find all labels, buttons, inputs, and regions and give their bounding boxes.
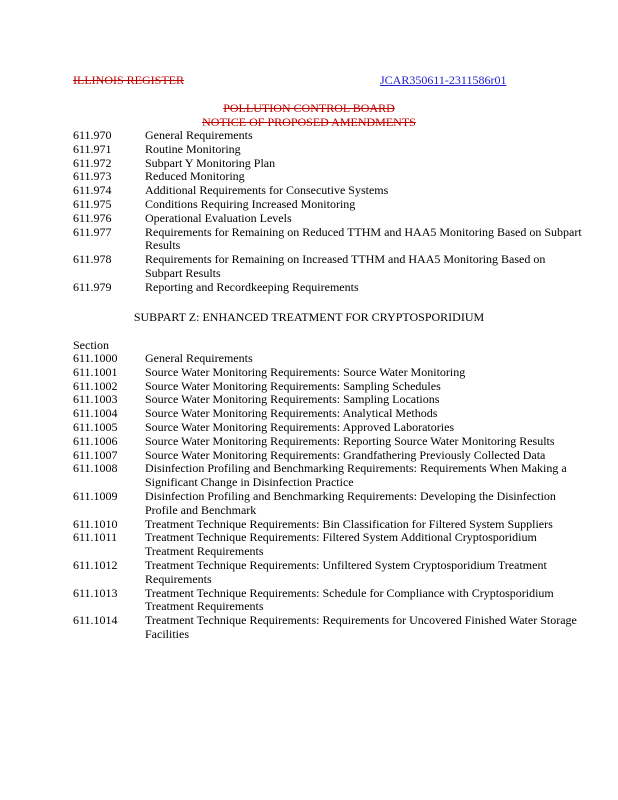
section-title: Conditions Requiring Increased Monitoring bbox=[145, 196, 356, 211]
section-number: 611.975 bbox=[73, 196, 112, 211]
section-title: Operational Evaluation Levels bbox=[145, 210, 292, 225]
section-title: Subpart Y Monitoring Plan bbox=[145, 155, 276, 170]
section-number: 611.977 bbox=[73, 224, 112, 239]
section-title: Reduced Monitoring bbox=[145, 169, 245, 184]
section-number: 611.1010 bbox=[73, 516, 118, 531]
section-list-z bbox=[73, 352, 583, 642]
section-title: Source Water Monitoring Requirements: Approved Laboratories bbox=[145, 419, 455, 434]
section-title: Source Water Monitoring Requirements: Source Water Monitoring bbox=[145, 364, 466, 379]
section-title: Treatment Technique Requirements: Requirements for Uncovered Finished Water Storage Facilities bbox=[145, 613, 577, 641]
list-item bbox=[73, 253, 583, 281]
list-item bbox=[73, 421, 583, 435]
list-item bbox=[73, 490, 583, 518]
section-number: 611.1007 bbox=[73, 447, 118, 462]
list-item bbox=[73, 462, 583, 490]
section-column-label: Section bbox=[73, 338, 109, 352]
section-number: 611.974 bbox=[73, 183, 112, 198]
list-item bbox=[73, 614, 583, 642]
section-number: 611.976 bbox=[73, 210, 112, 225]
subpart-heading: SUBPART Z: ENHANCED TREATMENT FOR CRYPTOSPORIDIUM bbox=[133, 310, 485, 324]
section-title: Treatment Technique Requirements: Filtered System Additional Cryptosporidium Treatment Requirements bbox=[145, 530, 537, 559]
section-number: 611.978 bbox=[73, 252, 112, 267]
list-item bbox=[73, 518, 583, 532]
section-title: General Requirements bbox=[145, 351, 253, 365]
section-number: 611.1000 bbox=[73, 351, 118, 365]
section-number: 611.979 bbox=[73, 279, 112, 294]
register-header: ILLINOIS REGISTER bbox=[73, 73, 184, 87]
section-title: Requirements for Remaining on Increased TTHM and HAA5 Monitoring Based on Subpart Results bbox=[145, 252, 546, 280]
section-title: Source Water Monitoring Requirements: Sampling Locations bbox=[145, 392, 440, 407]
section-title: Disinfection Profiling and Benchmarking Requirements: Requirements When Making a Significant Change in Disinfection Practice bbox=[145, 461, 567, 490]
list-item bbox=[73, 366, 583, 380]
list-item bbox=[73, 170, 583, 184]
agency-title: POLLUTION CONTROL BOARD bbox=[223, 101, 395, 115]
section-number: 611.1003 bbox=[73, 392, 118, 407]
section-title: Source Water Monitoring Requirements: Analytical Methods bbox=[145, 406, 438, 421]
section-number: 611.970 bbox=[73, 128, 112, 142]
section-number: 611.1008 bbox=[73, 461, 118, 476]
section-title: Treatment Technique Requirements: Bin Classification for Filtered System Suppliers bbox=[145, 516, 553, 531]
list-item bbox=[73, 587, 583, 615]
list-item bbox=[73, 531, 583, 559]
section-title: Treatment Technique Requirements: Schedule for Compliance with Cryptosporidium Treatment Requirements bbox=[145, 585, 554, 614]
section-number: 611.1014 bbox=[73, 613, 118, 628]
section-number: 611.972 bbox=[73, 155, 112, 170]
section-number: 611.1011 bbox=[73, 530, 118, 545]
list-item bbox=[73, 352, 583, 366]
list-item bbox=[73, 559, 583, 587]
jcar-reference-link[interactable]: JCAR350611-2311586r01 bbox=[380, 73, 507, 87]
section-number: 611.1009 bbox=[73, 488, 118, 503]
section-number: 611.1001 bbox=[73, 364, 118, 379]
section-title: Source Water Monitoring Requirements: Grandfathering Previously Collected Data bbox=[145, 447, 546, 462]
section-title: Routine Monitoring bbox=[145, 141, 241, 156]
notice-title: NOTICE OF PROPOSED AMENDMENTS bbox=[202, 115, 416, 129]
section-number: 611.1002 bbox=[73, 378, 118, 393]
list-item bbox=[73, 407, 583, 421]
section-title: General Requirements bbox=[145, 128, 253, 142]
list-item bbox=[73, 157, 583, 171]
section-number: 611.973 bbox=[73, 169, 112, 184]
list-item bbox=[73, 281, 583, 295]
section-number: 611.1004 bbox=[73, 406, 118, 421]
section-title: Reporting and Recordkeeping Requirements bbox=[145, 279, 359, 294]
list-item bbox=[73, 198, 583, 212]
list-item bbox=[73, 129, 583, 143]
section-number: 611.1013 bbox=[73, 585, 118, 600]
list-item bbox=[73, 449, 583, 463]
section-number: 611.1012 bbox=[73, 557, 118, 572]
section-number: 611.971 bbox=[73, 141, 112, 156]
list-item bbox=[73, 380, 583, 394]
section-title: Source Water Monitoring Requirements: Sampling Schedules bbox=[145, 378, 441, 393]
section-title: Additional Requirements for Consecutive Systems bbox=[145, 183, 389, 198]
section-number: 611.1006 bbox=[73, 433, 118, 448]
list-item bbox=[73, 143, 583, 157]
section-list-y bbox=[73, 129, 583, 295]
section-title: Requirements for Remaining on Reduced TTHM and HAA5 Monitoring Based on Subpart Results bbox=[145, 224, 582, 253]
section-title: Treatment Technique Requirements: Unfiltered System Cryptosporidium Treatment Requirements bbox=[145, 557, 547, 586]
section-number: 611.1005 bbox=[73, 419, 118, 434]
section-title: Disinfection Profiling and Benchmarking Requirements: Developing the Disinfection Profile and Benchmark bbox=[145, 488, 556, 517]
list-item bbox=[73, 435, 583, 449]
section-title: Source Water Monitoring Requirements: Reporting Source Water Monitoring Results bbox=[145, 433, 555, 448]
list-item bbox=[73, 212, 583, 226]
list-item bbox=[73, 393, 583, 407]
list-item bbox=[73, 226, 583, 254]
list-item bbox=[73, 184, 583, 198]
